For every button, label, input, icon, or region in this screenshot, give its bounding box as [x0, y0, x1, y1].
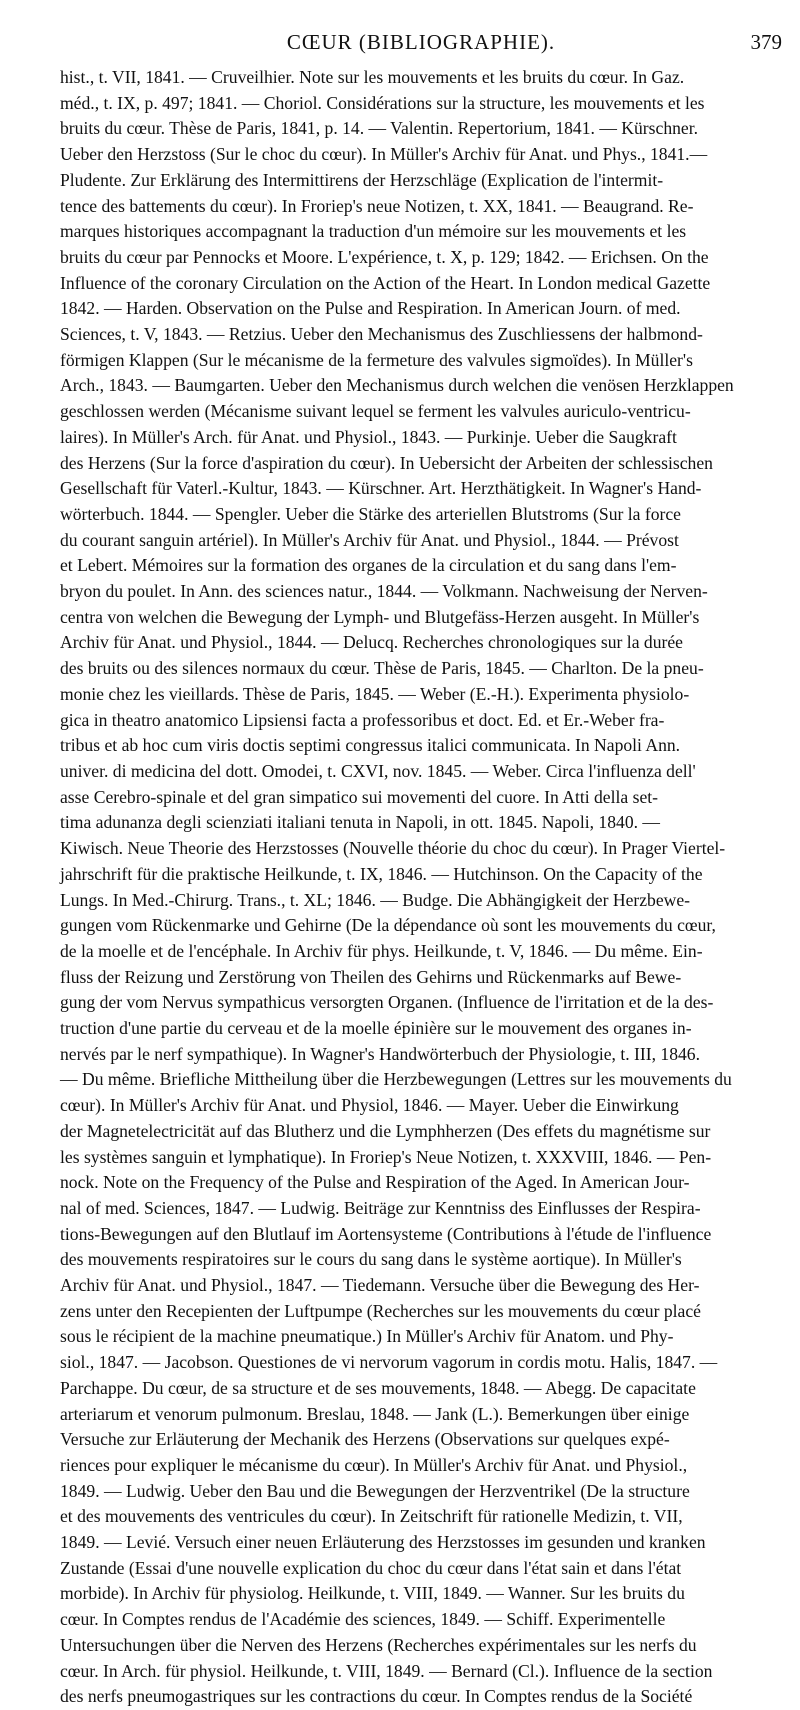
text-line: hist., t. VII, 1841. — Cruveilhier. Note sur les mouvements et les bruits du cœur. In Gaz. — [60, 67, 685, 87]
text-line: des mouvements respiratoires sur le cours du sang dans le système aortique). In Müller's — [60, 1249, 682, 1270]
text-line: nal of med. Sciences, 1847. — Ludwig. Beiträge zur Kenntniss des Einflusses der Respira- — [60, 1197, 701, 1218]
text-line: 1849. — Levié. Versuch einer neuen Erläuterung des Herzstosses im gesunden und kranken — [60, 1532, 706, 1553]
text-line: tence des battements du cœur). In Froriep's neue Notizen, t. XX, 1841. — Beaugrand. Re- — [60, 195, 694, 216]
text-line: der Magnetelectricität auf das Blutherz und die Lymphherzen (Des effets du magnétisme sur — [60, 1120, 711, 1141]
text-line: univer. di medicina del dott. Omodei, t. CXVI, nov. 1845. — Weber. Circa l'influenza dell' — [60, 760, 696, 781]
text-line: marques historiques accompagnant la traduction d'un mémoire sur les mouvements et les — [60, 221, 687, 242]
text-line: les systèmes sanguin et lymphatique). In Froriep's Neue Notizen, t. XXXVIII, 1846. — Pen- — [60, 1146, 712, 1167]
running-title: CŒUR (BIBLIOGRAPHIE). — [286, 30, 556, 54]
text-line: jahrschrift für die praktische Heilkunde, t. IX, 1846. — Hutchinson. On the Capacity of the — [60, 863, 703, 884]
text-line: wörterbuch. 1844. — Spengler. Ueber die Stärke des arteriellen Blutstroms (Sur la force — [60, 503, 681, 524]
text-line: zens unter den Recepienten der Luftpumpe (Recherches sur les mouvements du cœur placé — [60, 1300, 701, 1321]
text-line: geschlossen werden (Mécanisme suivant lequel se ferment les valvules auriculo-ventricu- — [60, 401, 691, 422]
text-line: morbide). In Archiv für physiolog. Heilkunde, t. VIII, 1849. — Wanner. Sur les bruits du — [60, 1583, 685, 1604]
text-line: Versuche zur Erläuterung der Mechanik des Herzens (Observations sur quelques expé- — [60, 1429, 670, 1450]
text-line: des nerfs pneumogastriques sur les contractions du cœur. In Comptes rendus de la Société — [60, 1686, 693, 1707]
text-line: Parchappe. Du cœur, de sa structure et de ses mouvements, 1848. — Abegg. De capacitate — [60, 1377, 696, 1398]
page-header — [60, 30, 782, 60]
text-line: Archiv für Anat. und Physiol., 1847. — Tiedemann. Versuche über die Bewegung des Her- — [60, 1275, 700, 1296]
text-line: Gesellschaft für Vaterl.-Kultur, 1843. — Kürschner. Art. Herzthätigkeit. In Wagner's Hand- — [60, 478, 702, 499]
text-line: Zustande (Essai d'une nouvelle explication du choc du cœur dans l'état sain et dans l'état — [60, 1557, 682, 1578]
text-line: et des mouvements des ventricules du cœur). In Zeitschrift für rationelle Medizin, t. VII, — [60, 1506, 683, 1527]
text-line: Sciences, t. V, 1843. — Retzius. Ueber den Mechanismus des Zuschliessens der halbmond- — [60, 324, 703, 345]
text-line: Kiwisch. Neue Theorie des Herzstosses (Nouvelle théorie du choc du cœur). In Prager Viertel- — [60, 838, 726, 859]
text-line: tions-Bewegungen auf den Blutlauf im Aortensysteme (Contributions à l'étude de l'influence — [60, 1223, 712, 1244]
text-line: de la moelle et de l'encéphale. In Archiv für phys. Heilkunde, t. V, 1846. — Du même. Ein- — [60, 940, 703, 961]
text-line: des Herzens (Sur la force d'aspiration du cœur). In Uebersicht der Arbeiten der schlessischen — [60, 452, 713, 473]
text-line: nock. Note on the Frequency of the Pulse and Respiration of the Aged. In American Jour- — [60, 1172, 690, 1193]
text-line: cœur). In Müller's Archiv für Anat. und Physiol, 1846. — Mayer. Ueber die Einwirkung — [60, 1095, 679, 1116]
page-number: 379 — [750, 30, 782, 54]
text-line: Influence of the coronary Circulation on the Action of the Heart. In London medical Gazette — [60, 272, 711, 293]
text-line: méd., t. IX, p. 497; 1841. — Choriol. Considérations sur la structure, les mouvements et les — [60, 92, 705, 113]
text-line: arteriarum et venorum pulmonum. Breslau, 1848. — Jank (L.). Bemerkungen über einige — [60, 1403, 690, 1424]
text-line: gungen vom Rückenmarke und Gehirne (De la dépendance où sont les mouvements du cœur, — [60, 915, 716, 936]
text-line: Arch., 1843. — Baumgarten. Ueber den Mechanismus durch welchen die venösen Herzklappen — [60, 375, 734, 396]
text-line: gung der vom Nervus sympathicus versorgten Organen. (Influence de l'irritation et de la des- — [60, 992, 714, 1013]
text-line: 1842. — Harden. Observation on the Pulse and Respiration. In American Journ. of med. — [60, 298, 681, 319]
text-line: förmigen Klappen (Sur le mécanisme de la fermeture des valvules sigmoïdes). In Müller's — [60, 349, 693, 370]
text-line: Lungs. In Med.-Chirurg. Trans., t. XL; 1846. — Budge. Die Abhängigkeit der Herzbewe- — [60, 889, 691, 910]
text-line: et Lebert. Mémoires sur la formation des organes de la circulation et du sang dans l'em- — [60, 555, 677, 576]
text-line: du courant sanguin artériel). In Müller's Archiv für Anat. und Physiol., 1844. — Prévost — [60, 529, 679, 550]
text-line: Archiv für Anat. und Physiol., 1844. — Delucq. Recherches chronologiques sur la durée — [60, 632, 683, 653]
text-line: nervés par le nerf sympathique). In Wagner's Handwörterbuch der Physiologie, t. III, 1846. — [60, 1043, 700, 1064]
text-line: 1849. — Ludwig. Ueber den Bau und die Bewegungen der Herzventrikel (De la structure — [60, 1480, 690, 1501]
text-line: bryon du poulet. In Ann. des sciences natur., 1844. — Volkmann. Nachweisung der Nerven- — [60, 581, 708, 602]
text-line: riences pour expliquer le mécanisme du cœur). In Müller's Archiv für Anat. und Physiol., — [60, 1454, 688, 1475]
text-line: truction d'une partie du cerveau et de la moelle épinière sur le mouvement des organes in- — [60, 1018, 692, 1039]
text-line: tima adunanza degli scienziati italiani tenuta in Napoli, in ott. 1845. Napoli, 1840. — — [60, 812, 661, 833]
text-line: cœur. In Comptes rendus de l'Académie des sciences, 1849. — Schiff. Experimentelle — [60, 1609, 666, 1630]
text-line: tribus et ab hoc cum viris doctis septimi congressus italici communicata. In Napoli Ann. — [60, 735, 681, 756]
text-line: Untersuchungen über die Nerven des Herzens (Recherches expérimentales sur les nerfs du — [60, 1634, 697, 1655]
text-line: bruits du cœur. Thèse de Paris, 1841, p. 14. — Valentin. Repertorium, 1841. — Kürschner. — [60, 118, 699, 139]
text-line: cœur. In Arch. für physiol. Heilkunde, t. VIII, 1849. — Bernard (Cl.). Influence de la section — [60, 1660, 713, 1681]
text-line: monie chez les vieillards. Thèse de Paris, 1845. — Weber (E.-H.). Experimenta physiolo- — [60, 683, 690, 704]
text-line: Pludente. Zur Erklärung des Intermittirens der Herzschläge (Explication de l'intermit- — [60, 169, 664, 190]
text-line: sous le récipient de la machine pneumatique.) In Müller's Archiv für Anatom. und Phy- — [60, 1326, 674, 1347]
text-line: siol., 1847. — Jacobson. Questiones de vi nervorum vagorum in cordis motu. Halis, 1847. — — [60, 1352, 718, 1373]
text-line: gica in theatro anatomico Lipsiensi facta a professoribus et doct. Ed. et Er.-Weber fra- — [60, 709, 665, 730]
text-line: fluss der Reizung und Zerstörung von Theilen des Gehirns und Rückenmarks auf Bewe- — [60, 966, 682, 987]
text-line: asse Cerebro-spinale et del gran simpatico sui movementi del cuore. In Atti della set- — [60, 786, 659, 807]
text-line: — Du même. Briefliche Mittheilung über die Herzbewegungen (Lettres sur les mouvements du — [60, 1069, 732, 1090]
text-line: Ueber den Herzstoss (Sur le choc du cœur). In Müller's Archiv für Anat. und Phys., 1841.— — [60, 144, 708, 165]
text-line: laires). In Müller's Arch. für Anat. und Physiol., 1843. — Purkinje. Ueber die Saugkraft — [60, 426, 677, 447]
text-line: des bruits ou des silences normaux du cœur. Thèse de Paris, 1845. — Charlton. De la pneu- — [60, 658, 704, 679]
text-line: bruits du cœur par Pennocks et Moore. L'expérience, t. X, p. 129; 1842. — Erichsen. On the — [60, 246, 709, 267]
text-line: centra von welchen die Bewegung der Lymph- und Blutgefäss-Herzen ausgeht. In Müller's — [60, 606, 700, 627]
bibliography-text — [60, 65, 778, 1710]
